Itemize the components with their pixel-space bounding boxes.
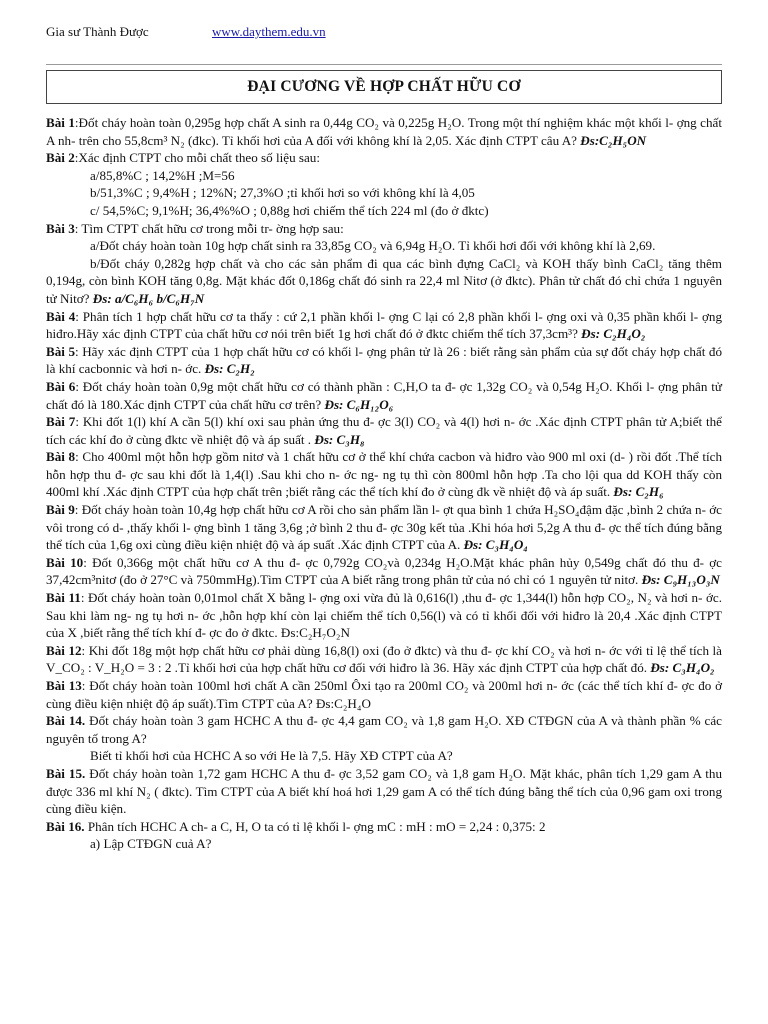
exercise-1: Bài 1:Đốt cháy hoàn toàn 0,295g hợp chất A sinh ra 0,44g CO₂ và 0,225g H₂O. Trong một thí nghiệm khác một khối l- ợng chất A nh- trên cho 55,8cm³ N₂ (đkc). Tỉ khối hơi của A đối với không khí là 2,05. Xác định CTPT câu A? Đs:C₂H₅ON (46, 115, 722, 148)
page-header (46, 24, 722, 42)
exercise-7: Bài 7: Khi đốt 1(l) khí A cần 5(l) khí oxi sau phản ứng thu đ- ợc 3(l) CO₂ và 4(l) hơi n- ớc .Xác định CTPT phân tử A;biết thể tích các khí đo ở cùng đktc về nhiệt độ và áp suất . Đs: C₃H₈ (46, 414, 722, 447)
exercise-10: Bài 10: Đốt 0,366g một chất hữu cơ A thu đ- ợc 0,792g CO₂và 0,234g H₂O.Mặt khác phân hủy 0,549g chất đó thu đ- ợc 37,42cm³nitơ (đo ở 27°C và 750mmHg).Tìm CTPT của A biết rằng trong phân tử của nó chỉ có 1 nguyên tử nitơ. Đs: C₉H₁₃O₃N (46, 554, 722, 588)
exercise-15: Bài 15. Đốt cháy hoàn toàn 1,72 gam HCHC A thu đ- ợc 3,52 gam CO₂ và 1,8 gam H₂O. Mặt khác, phân tích 1,29 gam A thu được 336 ml khí N₂ ( đktc). Tìm CTPT của A biết khí hoá hơi 1,29 gam A có thể tích đúng bằng thể tích của 0,96 gam oxi trong cùng điều kiện. (46, 765, 722, 817)
exercise-5: Bài 5: Hãy xác định CTPT của 1 hợp chất hữu cơ có khối l- ợng phân tử là 26 : biết rằng sản phẩm của sự đốt cháy hợp chất đó là khí cacbonnic và hơi n- ớc. Đs: C₂H₂ (46, 343, 722, 377)
exercise-2b: b/51,3%C ; 9,4%H ; 12%N; 27,3%O ;tỉ khối hơi so với không khí là 4,05 (90, 185, 475, 201)
exercise-2: Bài 2:Xác định CTPT cho mỗi chất theo số liệu sau: (46, 150, 320, 166)
exercise-13: Bài 13: Đốt cháy hoàn toàn 100ml hơi chất A cần 250ml Ôxi tạo ra 200ml CO₂ và 200ml hơi n- ớc (các thể tích khí đ- ợc đo ở cùng điều kiện nhiệt độ áp suất).Tìm CTPT của A? Đs:C₂H₄O (46, 678, 722, 711)
exercise-4: Bài 4: Phân tích 1 hợp chất hữu cơ ta thấy : cứ 2,1 phần khối l- ợng C lại có 2,8 phần khối l- ợng oxi và 0,35 phần khối l- ợng hiđro.Hãy xác định CTPT của chất hữu cơ nói trên biết 1g hơi chất đó ở đktc chiếm thể tích 37,3cm³? Đs: C₂H₄O₂ (46, 308, 722, 342)
exercise-3a: a/Đốt cháy hoàn toàn 10g hợp chất sinh ra 33,85g CO₂ và 6,94g H₂O. Tỉ khối hơi đối với không khí là 2,69. (90, 238, 656, 254)
exercise-6: Bài 6: Đốt cháy hoàn toàn 0,9g một chất hữu cơ có thành phần : C,H,O ta đ- ợc 1,32g CO₂ và 0,54g H₂O. Khối l- ợng phân tử chất đó là 180.Xác định CTPT của chất hữu cơ trên? Đs: C₆H₁₂O₆ (46, 378, 722, 412)
website-link[interactable]: www.daythem.edu.vn (212, 24, 326, 39)
exercise-9: Bài 9: Đốt cháy hoàn toàn 10,4g hợp chất hữu cơ A rồi cho sản phẩm lần l- ợt qua bình 1 chứa H₂SO₄đậm đặc ,bình 2 chứa n- ớc vôi trong có d- ,thấy khối l- ợng bình 1 tăng 3,6g ;ở bình 2 thu đ- ợc 30g kết tủa .Khi hóa hơi 5,2g A thu đ- ợc thể tích đúng bằng thể tích của 1,6g oxi cùng điều kiện nhiệt độ và áp suất .Xác định CTPT của A. Đs: C₃H₄O₄ (46, 502, 722, 553)
exercise-14-sub: Biết tỉ khối hơi của HCHC A so với He là 7,5. Hãy XĐ CTPT của A? (90, 748, 453, 764)
exercise-list (46, 114, 722, 853)
exercise-2a: a/85,8%C ; 14,2%H ;M=56 (90, 167, 235, 183)
header-divider (46, 64, 722, 65)
exercise-12: Bài 12: Khi đốt 18g một hợp chất hữu cơ phải dùng 16,8(l) oxi (đo ở đktc) và thu đ- ợc khí CO₂ và hơi n- ớc với tỉ lệ thể tích là V_CO₂ : V_H₂O = 3 : 2 .Tỉ khối hơi của hợp chất hữu cơ đối với hiđro là 36. Hãy xác định CTPT của hợp chất đó. Đs: C₃H₄O₂ (46, 642, 722, 676)
exercise-14: Bài 14. Đốt cháy hoàn toàn 3 gam HCHC A thu đ- ợc 4,4 gam CO₂ và 1,8 gam H₂O. XĐ CTĐGN của A và thành phần % các nguyên tố trong A? (46, 713, 722, 746)
exercise-2c: c/ 54,5%C; 9,1%H; 36,4%%O ; 0,88g hơi chiếm thể tích 224 ml (đo ở đktc) (90, 202, 489, 218)
document-title: ĐẠI CƯƠNG VỀ HỢP CHẤT HỮU CƠ (46, 70, 722, 104)
exercise-16a: a) Lập CTĐGN cuả A? (90, 836, 212, 852)
exercise-3b: b/Đốt cháy 0,282g hợp chất và cho các sản phẩm đi qua các bình đựng CaCl₂ và KOH thấy bình CaCl₂ tăng thêm 0,194g, còn bình KOH tăng 0,8g. Mặt khác đốt 0,186g chất đó sinh ra 22,4 ml Nitơ (ở đktc). Phân tử chất đó chỉ chứa 1 nguyên tử Nitơ? Đs: a/C₆H₆ b/C₆H₇N (46, 255, 722, 306)
exercise-11: Bài 11: Đốt cháy hoàn toàn 0,01mol chất X bằng l- ợng oxi vừa đủ là 0,616(l) ,thu đ- ợc 1,344(l) hỗn hợp CO₂, N₂ và hơi n- ớc. Sau khi làm ng- ng tụ hơi n- ớc ,hỗn hợp khí còn lại chiếm thể tích 0,56(l) và có tỉ khối đối với hiđro là 20,4 .Xác định CTPT của X ,biết rằng thể tích khí đ- ợc đo ở đktc. Đs:C₂H₇O₂N (46, 590, 722, 641)
exercise-8: Bài 8: Cho 400ml một hỗn hợp gồm nitơ và 1 chất hữu cơ ở thể khí chứa cacbon và hiđro vào 900 ml oxi (d- ) rồi đốt .Thể tích hỗn hợp thu đ- ợc sau khi đốt là 1,4(l) .Sau khi cho n- ớc ng- ng tụ thì còn 800ml hỗn hợp .Ta cho lội qua dd KOH thấy còn 400ml khí .Xác định CTPT của hợp chất trên ;biết rằng các thể tích khí đo ở cùng đk về nhiệt độ và áp suất. Đs: C₂H₆ (46, 449, 722, 500)
author-name: Gia sư Thành Được (46, 24, 149, 39)
exercise-16: Bài 16. Phân tích HCHC A ch- a C, H, O ta có tỉ lệ khối l- ợng mC : mH : mO = 2,24 : 0,375: 2 (46, 818, 546, 834)
exercise-3: Bài 3: Tìm CTPT chất hữu cơ trong mỗi tr- ờng hợp sau: (46, 220, 344, 236)
